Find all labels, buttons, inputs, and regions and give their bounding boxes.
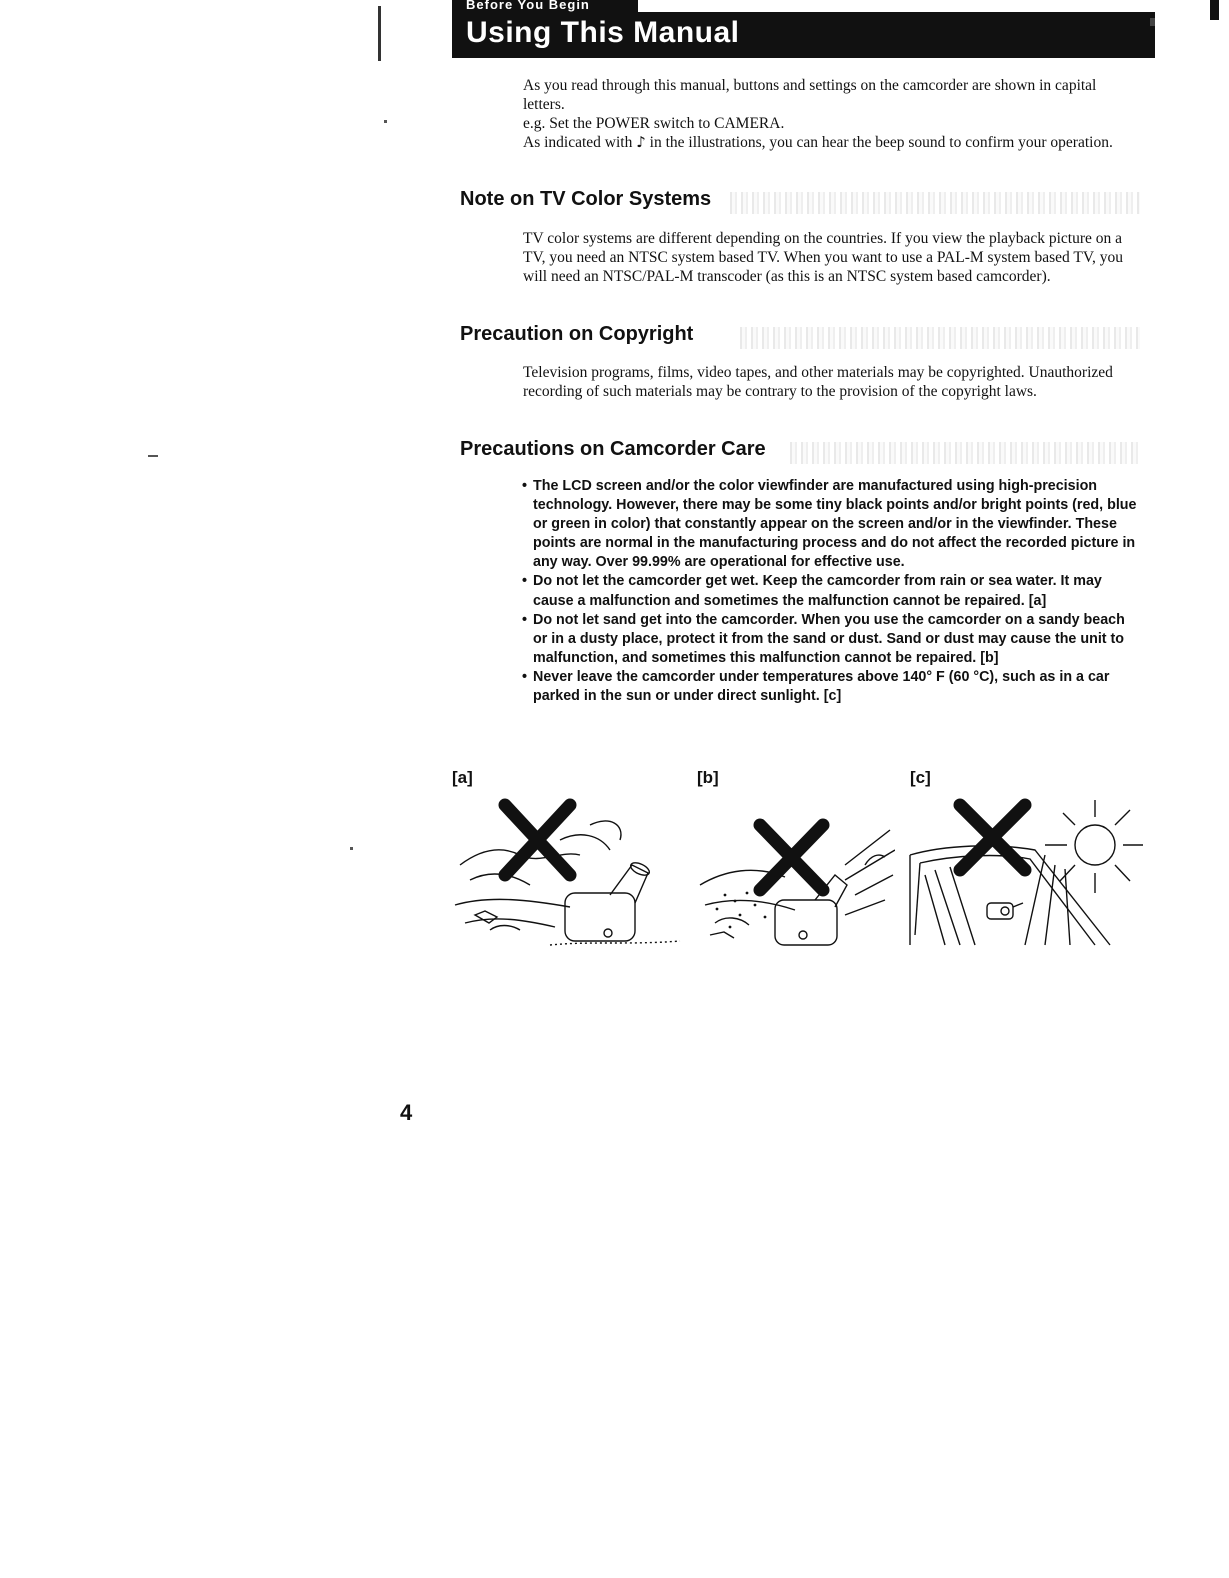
prohibited-x-icon-b — [760, 825, 823, 890]
care-bullet-list — [522, 477, 1137, 706]
scan-speck — [384, 120, 387, 123]
care-bullet-4: • Never leave the camcorder under temperatures above 140° F (60 °C), such as in a car parked in the sun or under direct sunlight. [c] — [522, 668, 1137, 706]
figure-b-sandy-camcorder — [695, 805, 895, 955]
figure-a-wet-camcorder — [450, 795, 690, 955]
scan-speck — [350, 847, 353, 850]
heading-band-tv — [730, 192, 1140, 214]
scan-speck — [1150, 18, 1155, 26]
heading-band-care — [790, 442, 1140, 464]
section-tab: Before You Begin — [452, 0, 638, 12]
prohibited-x-icon-c — [960, 805, 1025, 870]
scan-speck — [148, 455, 158, 457]
heading-copyright: Precaution on Copyright — [460, 323, 694, 345]
copyright-text: Television programs, films, video tapes, and other materials may be copyrighted. Unauthorized recording of such materials may be contrary to the provision of the copyright laws. — [523, 364, 1113, 400]
care-bullet-2: • Do not let the camcorder get wet. Keep the camcorder from rain or sea water. It may cause a malfunction and sometimes the malfunction cannot be repaired. [a] — [522, 572, 1137, 610]
figure-label-c: [c] — [910, 768, 931, 787]
intro-line-2: e.g. Set the POWER switch to CAMERA. — [523, 115, 785, 132]
intro-text — [523, 76, 1138, 152]
heading-band-copyright — [740, 327, 1140, 349]
care-bullet-1: • The LCD screen and/or the color viewfinder are manufactured using high-precision technology. However, there may be some tiny black points and/or bright points (red, blue or green in color) that constantly appear on the screen and/or in the viewfinder. These points are normal in the manufacturing process and do not affect the recorded picture in any way. Over 99.99% are operational for effective use. — [522, 477, 1137, 572]
figure-c-hot-car — [905, 795, 1145, 955]
edge-mark — [1210, 0, 1219, 20]
page-title: Using This Manual — [466, 16, 740, 49]
intro-line-3-end: in the illustrations, you can hear the beep sound to confirm your operation. — [649, 134, 1113, 151]
intro-line-1: As you read through this manual, buttons and settings on the camcorder are shown in capital letters. — [523, 77, 1097, 113]
title-bar — [452, 12, 1155, 58]
page-number: 4 — [400, 1100, 413, 1125]
care-bullet-3: • Do not let sand get into the camcorder. When you use the camcorder on a sandy beach or in a dusty place, protect it from the sand or dust. Sand or dust may cause the unit to malfunction, and sometimes this malfunction cannot be repaired. [b] — [522, 611, 1137, 668]
beep-icon: ♪ — [636, 133, 646, 151]
heading-tv-color: Note on TV Color Systems — [460, 188, 712, 210]
tv-color-text: TV color systems are different depending on the countries. If you view the playback picture on a TV, you need an NTSC system based TV. When you want to use a PAL-M system based TV, you will need an NTSC/PAL-M transcoder (as this is an NTSC system based camcorder). — [523, 230, 1124, 285]
scan-mark-binding — [378, 6, 381, 61]
intro-line-3-start: As indicated with — [523, 134, 633, 151]
heading-camcorder-care: Precautions on Camcorder Care — [460, 438, 766, 460]
figure-label-b: [b] — [697, 768, 719, 787]
intro-line-3 — [523, 133, 1138, 152]
figure-label-a: [a] — [452, 768, 473, 787]
